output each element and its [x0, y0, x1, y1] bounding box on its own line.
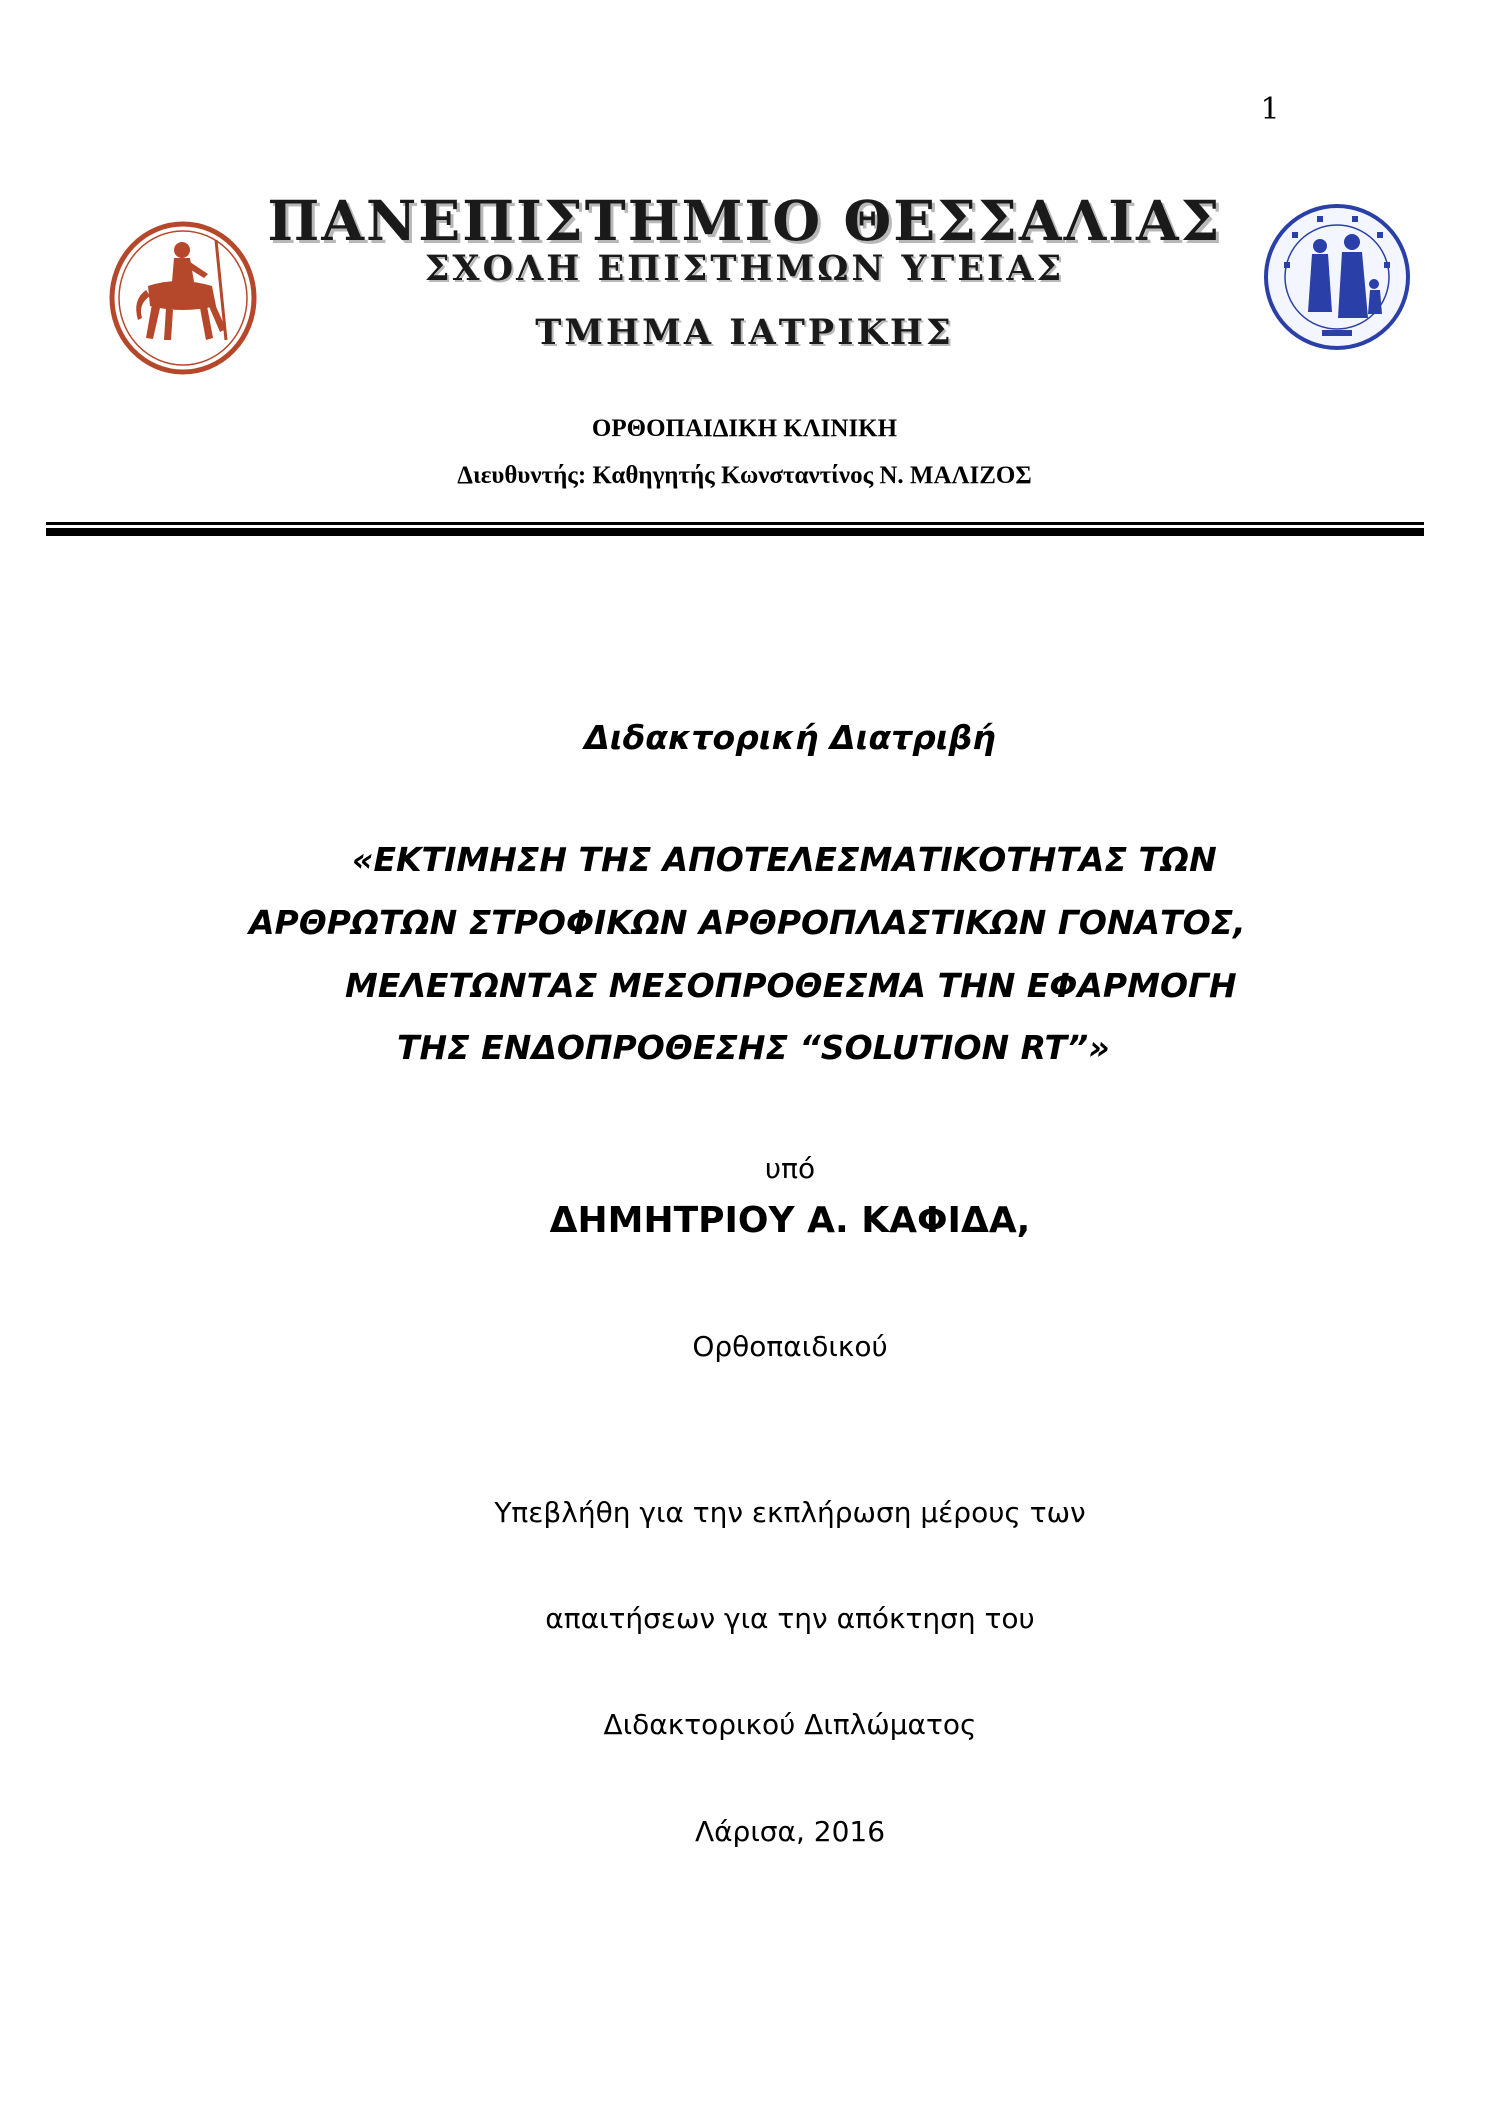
thesis-title-line: ΤΗΣ ΕΝΔΟΠΡΟΘΕΣΗΣ “SOLUTION RT”»: [397, 1028, 1110, 1067]
author-name: ΔΗΜΗΤΡΙΟΥ Α. ΚΑΦΙΔΑ,: [549, 1200, 1031, 1241]
header-divider-thin: [46, 522, 1424, 525]
place-and-date: Λάρισα, 2016: [694, 1815, 886, 1848]
thesis-title-line: ΜΕΛΕΤΩΝΤΑΣ ΜΕΣΟΠΡΟΘΕΣΜΑ ΤΗΝ ΕΦΑΡΜΟΓΗ: [345, 966, 1237, 1005]
university-name: ΠΑΝΕΠΙΣΤΗΜΙΟ ΘΕΣΣΑΛΙΑΣ: [267, 188, 1222, 253]
header-divider-thick: [46, 528, 1424, 536]
thesis-title-line: «ΕΚΤΙΜΗΣΗ ΤΗΣ ΑΠΟΤΕΛΕΣΜΑΤΙΚΟΤΗΤΑΣ ΤΩΝ: [352, 840, 1217, 879]
submission-line: απαιτήσεων για την απόκτηση του: [545, 1602, 1035, 1635]
page-number: 1: [1260, 92, 1280, 127]
by-label: υπό: [764, 1152, 816, 1185]
clinic-director: Διευθυντής: Καθηγητής Κωνσταντίνος Ν. ΜΑΛΙΖΟΣ: [457, 462, 1032, 489]
submission-line: Διδακτορικού Διπλώματος: [603, 1708, 977, 1741]
school-name: ΣΧΟΛΗ ΕΠΙΣΤΗΜΩΝ ΥΓΕΙΑΣ: [424, 248, 1065, 289]
author-specialty: Ορθοπαιδικού: [692, 1330, 888, 1363]
clinic-name: ΟΡΘΟΠΑΙΔΙΚΗ ΚΛΙΝΙΚΗ: [591, 415, 898, 442]
thesis-title-line: ΑΡΘΡΩΤΩΝ ΣΤΡΟΦΙΚΩΝ ΑΡΘΡΟΠΛΑΣΤΙΚΩΝ ΓΟΝΑΤΟΣ,: [249, 903, 1246, 942]
document-type: Διδακτορική Διατριβή: [584, 718, 996, 757]
submission-line: Υπεβλήθη για την εκπλήρωση μέρους των: [494, 1496, 1086, 1529]
department-name: ΤΜΗΜΑ ΙΑΤΡΙΚΗΣ: [535, 312, 954, 353]
